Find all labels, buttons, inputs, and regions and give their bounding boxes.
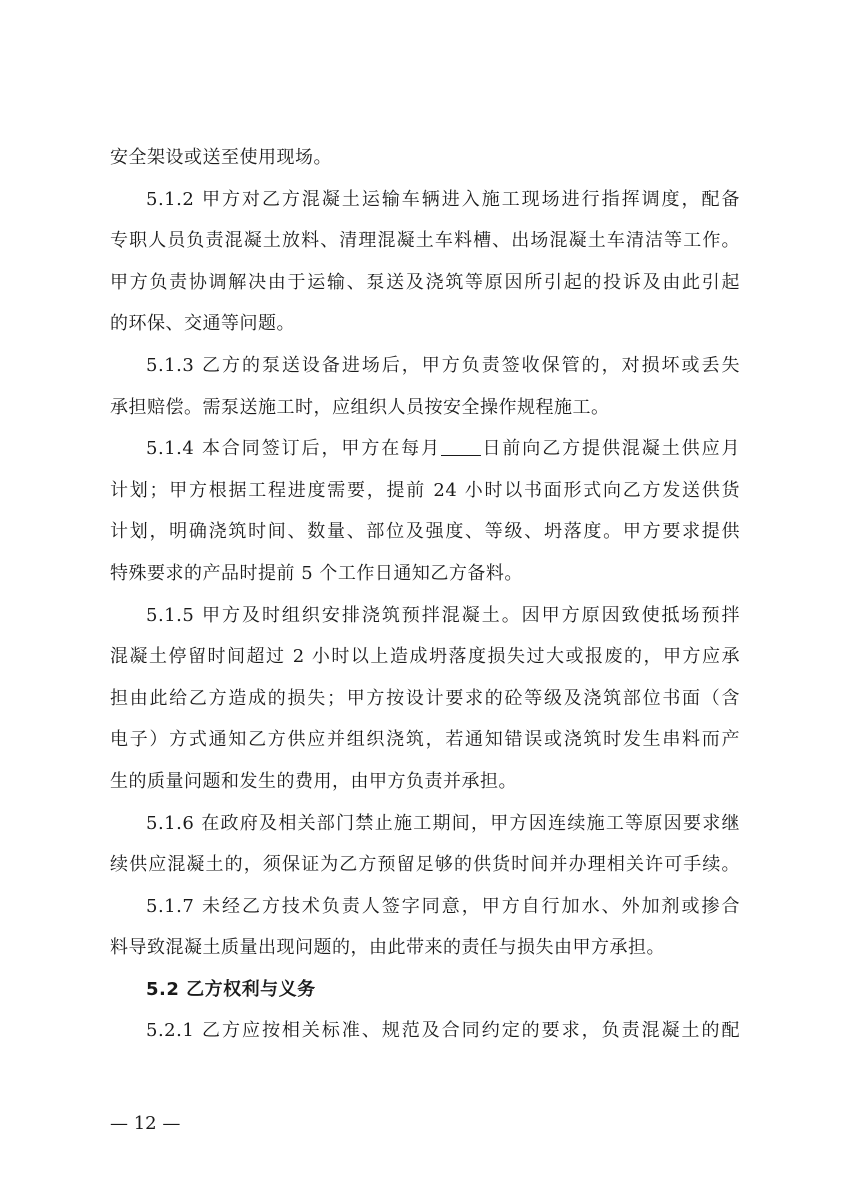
text-line: 计划；甲方根据工程进度需要，提前 24 小时以书面形式向乙方发送供货	[110, 479, 740, 501]
text-segment: 日前向乙方提供混凝土供应月	[481, 438, 740, 460]
text-line: 甲方负责协调解决由于运输、泵送及浇筑等原因所引起的投诉及由此引起	[110, 271, 740, 293]
text-line: 专职人员负责混凝土放料、清理混凝土车料槽、出场混凝土车清洁等工作。	[110, 230, 740, 252]
text-line: 混凝土停留时间超过 2 小时以上造成坍落度损失过大或报废的，甲方应承	[110, 646, 740, 668]
document-body	[110, 143, 740, 1058]
clause-5-2-1-line: 5.2.1 乙方应按相关标准、规范及合同约定的要求，负责混凝土的配	[146, 1020, 740, 1042]
section-heading-5-2: 5.2 乙方权利与义务	[146, 978, 316, 1000]
clause-5-1-4-line	[110, 434, 740, 464]
clause-5-1-6-line: 5.1.6 在政府及相关部门禁止施工期间，甲方因连续施工等原因要求继	[146, 812, 740, 834]
text-line: 电子）方式通知乙方供应并组织浇筑，若通知错误或浇筑时发生串料而产	[110, 729, 740, 751]
text-line: 生的质量问题和发生的费用，由甲方负责并承担。	[110, 770, 517, 792]
clause-5-1-5-line: 5.1.5 甲方及时组织安排浇筑预拌混凝土。因甲方原因致使抵场预拌	[146, 604, 740, 626]
clause-5-1-7-line: 5.1.7 未经乙方技术负责人签字同意，甲方自行加水、外加剂或掺合	[146, 895, 740, 917]
page-number: — 12 —	[110, 1113, 181, 1134]
text-line: 料导致混凝土质量出现问题的，由此带来的责任与损失由甲方承担。	[110, 937, 665, 959]
text-line: 续供应混凝土的，须保证为乙方预留足够的供货时间并办理相关许可手续。	[110, 854, 740, 876]
text-line: 计划，明确浇筑时间、数量、部位及强度、等级、坍落度。甲方要求提供	[110, 521, 740, 543]
text-line: 的环保、交通等问题。	[110, 313, 295, 335]
text-line: 特殊要求的产品时提前 5 个工作日通知乙方备料。	[110, 562, 523, 584]
blank-field	[441, 435, 481, 456]
text-line: 安全架设或送至使用现场。	[110, 147, 332, 168]
text-line: 承担赔偿。需泵送施工时，应组织人员按安全操作规程施工。	[110, 396, 610, 418]
text-line: 担由此给乙方造成的损失；甲方按设计要求的砼等级及浇筑部位书面（含	[110, 687, 740, 709]
clause-5-1-3-line: 5.1.3 乙方的泵送设备进场后，甲方负责签收保管的，对损坏或丢失	[146, 354, 740, 376]
text-segment: 5.1.4 本合同签订后，甲方在每月	[146, 438, 442, 460]
clause-5-1-2-line: 5.1.2 甲方对乙方混凝土运输车辆进入施工现场进行指挥调度，配备	[146, 188, 740, 210]
